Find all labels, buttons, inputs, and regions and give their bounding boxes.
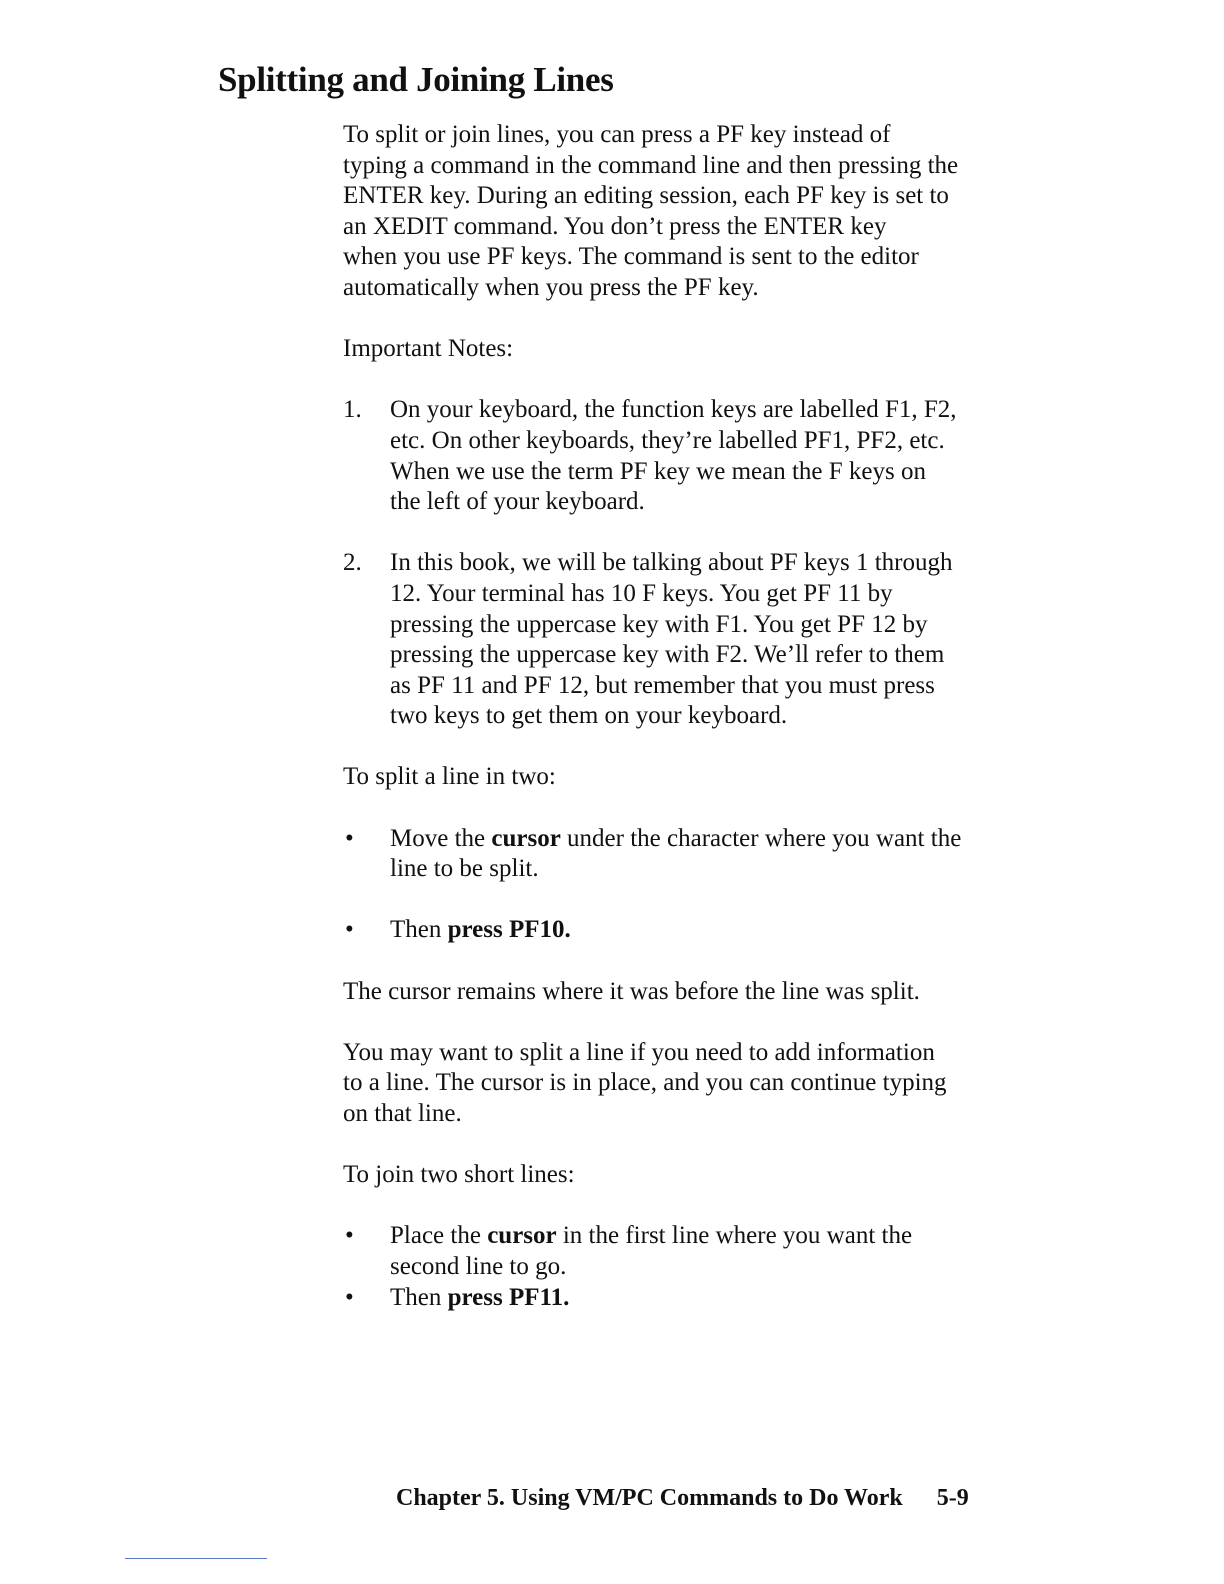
page-heading: Splitting and Joining Lines <box>218 60 614 99</box>
bullet-icon: • <box>345 1283 354 1311</box>
page-number: 5-9 <box>936 1485 969 1511</box>
text-line: two keys to get them on your keyboard. <box>390 702 788 730</box>
text-line: automatically when you press the PF key. <box>343 273 759 301</box>
intro-paragraph <box>343 120 1033 304</box>
text-line: When we use the term PF key we mean the F keys on <box>390 457 926 485</box>
text-line: On your keyboard, the function keys are labelled F1, F2, <box>390 396 957 424</box>
notes-heading: Important Notes: <box>343 335 514 363</box>
emphasis-text: cursor <box>487 1222 557 1250</box>
split-step-2 <box>343 915 1033 946</box>
text-line: the left of your keyboard. <box>390 488 645 516</box>
step-text: Move the <box>390 824 492 852</box>
text-line: typing a command in the command line and then pressing the <box>343 151 959 179</box>
text-line <box>390 915 1033 946</box>
step-text: under the character where you want the <box>560 824 962 852</box>
text-line: on that line. <box>343 1100 462 1127</box>
text-line <box>390 1283 1033 1314</box>
text-line: You may want to split a line if you need to add information <box>343 1038 935 1066</box>
emphasis-text: cursor <box>491 824 561 852</box>
split-result: The cursor remains where it was before the line was split. <box>343 977 920 1005</box>
note-item-1 <box>343 395 1033 517</box>
note-item-2 <box>343 548 1033 732</box>
step-text: Place the <box>390 1222 488 1250</box>
emphasis-text: press PF11. <box>447 1283 570 1311</box>
bullet-icon: • <box>345 1222 354 1250</box>
step-text: Then <box>390 916 448 944</box>
text-line: when you use PF keys. The command is sent to the editor <box>343 243 919 271</box>
text-line: To split or join lines, you can press a PF key instead of <box>343 121 891 148</box>
join-step-1 <box>343 1221 1033 1282</box>
join-heading: To join two short lines: <box>343 1161 575 1189</box>
emphasis-text: press PF10. <box>447 916 571 944</box>
text-line: pressing the uppercase key with F1. You get PF 12 by <box>390 610 928 638</box>
text-line <box>390 824 1033 855</box>
bullet-icon: • <box>345 916 354 944</box>
text-line: second line to go. <box>390 1252 567 1280</box>
page-footer <box>396 1483 969 1513</box>
text-line: 12. Your terminal has 10 F keys. You get PF 11 by <box>390 579 893 607</box>
step-text: in the first line where you want the <box>556 1222 913 1250</box>
body-content <box>343 120 1033 1313</box>
text-line: line to be split. <box>390 855 539 883</box>
text-line: as PF 11 and PF 12, but remember that you must press <box>390 671 935 699</box>
split-tip-paragraph <box>343 1038 1033 1130</box>
note-number: 2. <box>343 549 362 577</box>
text-line: pressing the uppercase key with F2. We’ll refer to them <box>390 641 945 669</box>
join-step-2 <box>343 1283 1033 1314</box>
note-number: 1. <box>343 396 362 424</box>
text-line <box>390 1221 1033 1252</box>
step-text: Then <box>390 1283 448 1311</box>
text-line: an XEDIT command. You don’t press the ENTER key <box>343 212 887 240</box>
footer-divider <box>125 1558 267 1559</box>
text-line: etc. On other keyboards, they’re labelled PF1, PF2, etc. <box>390 426 945 454</box>
chapter-title: Chapter 5. Using VM/PC Commands to Do Work <box>396 1485 903 1511</box>
text-line: ENTER key. During an editing session, each PF key is set to <box>343 182 949 210</box>
split-step-1 <box>343 824 1033 885</box>
split-heading: To split a line in two: <box>343 763 556 791</box>
text-line: In this book, we will be talking about PF keys 1 through <box>390 549 953 577</box>
text-line: to a line. The cursor is in place, and you can continue typing <box>343 1069 947 1097</box>
bullet-icon: • <box>345 824 354 852</box>
